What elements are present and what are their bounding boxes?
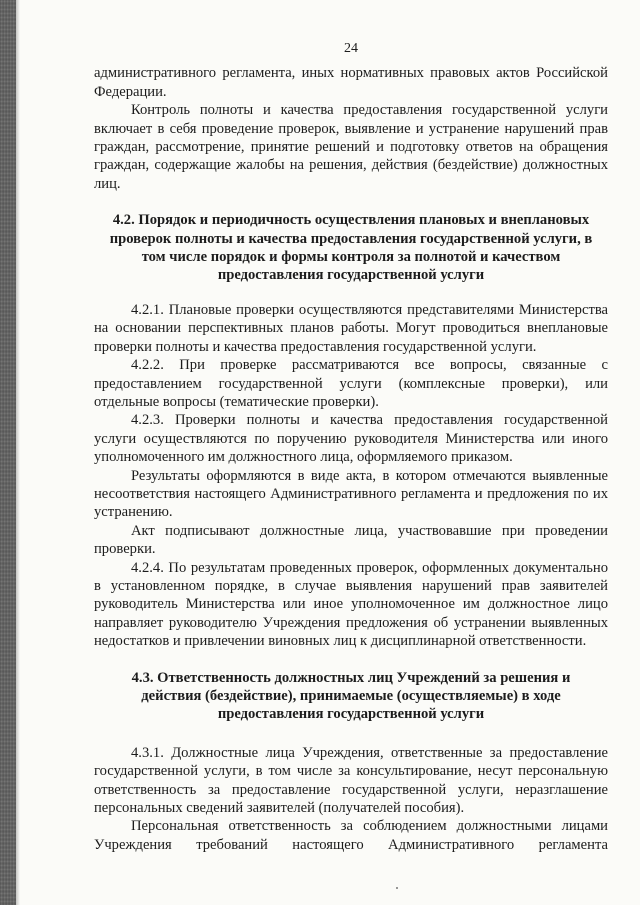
- paragraph-personal-responsibility: Персональная ответственность за соблюдением должностными лицами Учреждения требований настоящего Административного регламента: [94, 818, 608, 853]
- paragraph-4-2-1: 4.2.1. Плановые проверки осуществляются представителями Министерства на основании перспективных планов работы. Могут проводиться внеплановые проверки полноты и качества предоставления государственной услуги.: [94, 301, 608, 355]
- paragraph-4-2-2: 4.2.2. При проверке рассматриваются все вопросы, связанные с предоставлением государственной услуги (комплексные проверки), или отдельные вопросы (тематические проверки).: [94, 357, 608, 410]
- page-number: 24: [344, 41, 358, 56]
- paragraph-control-scope: Контроль полноты и качества предоставления государственной услуги включает в себя проведение проверок, выявление и устранение нарушений прав граждан, рассмотрение, принятие решений и подготовку ответов на обращения граждан, содержащие жалобы на решения, действия (бездействие) должностных лиц.: [94, 102, 608, 192]
- paragraph-results: Результаты оформляются в виде акта, в котором отмечаются выявленные несоответствия настоящего Административного регламента и предложения по их устранению.: [94, 467, 608, 521]
- scan-edge-artifact: [0, 0, 16, 905]
- section-heading-4-2: 4.2. Порядок и периодичность осуществления плановых и внеплановых проверок полноты и качества предоставления государственной услуги, в том числе порядок и формы контроля за полнотой и качеством предоставления государственной услуги: [109, 212, 593, 284]
- paragraph-act: Акт подписывают должностные лица, участвовавшие при проведении проверки.: [94, 522, 608, 558]
- paragraph-continuation: административного регламента, иных нормативных правовых актов Российской Федерации.: [94, 65, 608, 100]
- scan-speck: [396, 887, 398, 889]
- document-page: [94, 40, 608, 854]
- paragraph-4-3-1: 4.3.1. Должностные лица Учреждения, ответственные за предоставление государственной услуги, в том числе за консультирование, несут персональную ответственность за предоставление государственной услуги, неразглашение персональных сведений заявителей (получателей пособия).: [94, 744, 608, 817]
- paragraph-4-2-4: 4.2.4. По результатам проведенных проверок, оформленных документально в установленном порядке, в случае выявления нарушений прав заявителей руководитель Министерства или иное уполномоченное им должностное лицо направляет руководителю Учреждения предложения об устранении выявленных недостатков и привлечении виновных лиц к дисциплинарной ответственности.: [94, 559, 608, 650]
- paragraph-4-2-3: 4.2.3. Проверки полноты и качества предоставления государственной услуги осуществляются по поручению руководителя Министерства или иного уполномоченного им должностного лица, оформляемого приказом.: [94, 412, 608, 466]
- section-heading-4-3: 4.3. Ответственность должностных лиц Учреждений за решения и действия (бездействие), принимаемые (осуществляемые) в ходе предоставления государственной услуги: [131, 669, 571, 723]
